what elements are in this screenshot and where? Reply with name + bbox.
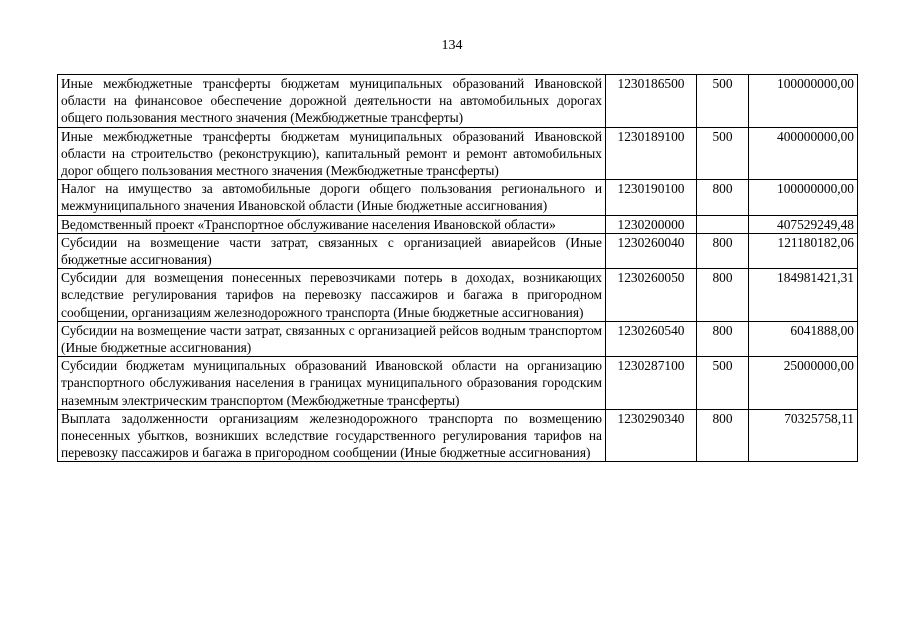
item-name-cell: Субсидии на возмещение части затрат, связанных с организацией рейсов водным транспортом (Иные бюджетные ассигнования) (58, 321, 606, 356)
amount-cell: 100000000,00 (749, 75, 858, 128)
table-row (58, 75, 858, 128)
amount-cell: 6041888,00 (749, 321, 858, 356)
item-name-cell: Иные межбюджетные трансферты бюджетам муниципальных образований Ивановской области на строительство (реконструкцию), капитальный ремонт и ремонт автомобильных дорог общего пользования местного значения (Межбюджетные трансферты) (58, 127, 606, 180)
expense-kind-cell: 500 (697, 127, 749, 180)
amount-cell: 400000000,00 (749, 127, 858, 180)
table-row (58, 233, 858, 268)
target-code-cell: 1230260540 (606, 321, 697, 356)
item-name-cell: Субсидии для возмещения понесенных перевозчиками потерь в доходах, возникающих вследствие регулирования тарифов на перевозку пассажиров и багажа в пригородном сообщении, организациям железнодорожного транспорта (Иные бюджетные ассигнования) (58, 269, 606, 322)
target-code-cell: 1230290340 (606, 409, 697, 462)
table-row (58, 269, 858, 322)
target-code-cell: 1230260040 (606, 233, 697, 268)
expense-kind-cell: 500 (697, 357, 749, 410)
table-row (58, 321, 858, 356)
table-row (58, 215, 858, 233)
item-name-cell: Субсидии бюджетам муниципальных образований Ивановской области на организацию транспортного обслуживания населения в границах муниципального образования городским наземным электрическим транспортом (Межбюджетные трансферты) (58, 357, 606, 410)
expense-kind-cell: 800 (697, 409, 749, 462)
table-row (58, 127, 858, 180)
page-number: 134 (441, 38, 463, 53)
item-name-cell: Иные межбюджетные трансферты бюджетам муниципальных образований Ивановской области на финансовое обеспечение дорожной деятельности на автомобильных дорогах общего пользования местного значения (Межбюджетные трансферты) (58, 75, 606, 128)
table-row (58, 357, 858, 410)
expense-kind-cell: 800 (697, 269, 749, 322)
expense-kind-cell: 800 (697, 233, 749, 268)
target-code-cell: 1230189100 (606, 127, 697, 180)
item-name-cell: Ведомственный проект «Транспортное обслуживание населения Ивановской области» (58, 215, 606, 233)
amount-cell: 407529249,48 (749, 215, 858, 233)
target-code-cell: 1230287100 (606, 357, 697, 410)
item-name-cell: Выплата задолженности организациям железнодорожного транспорта по возмещению понесенных убытков, возникших вследствие государственного регулирования тарифов на перевозку пассажиров и багажа в пригородном сообщении (Иные бюджетные ассигнования) (58, 409, 606, 462)
amount-cell: 70325758,11 (749, 409, 858, 462)
target-code-cell: 1230200000 (606, 215, 697, 233)
target-code-cell: 1230260050 (606, 269, 697, 322)
amount-cell: 121180182,06 (749, 233, 858, 268)
amount-cell: 184981421,31 (749, 269, 858, 322)
amount-cell: 25000000,00 (749, 357, 858, 410)
table-row (58, 180, 858, 215)
expense-kind-cell: 800 (697, 321, 749, 356)
table-row (58, 409, 858, 462)
target-code-cell: 1230186500 (606, 75, 697, 128)
expense-kind-cell (697, 215, 749, 233)
item-name-cell: Налог на имущество за автомобильные дороги общего пользования регионального и межмуниципального значения Ивановской области (Иные бюджетные ассигнования) (58, 180, 606, 215)
expense-kind-cell: 800 (697, 180, 749, 215)
target-code-cell: 1230190100 (606, 180, 697, 215)
budget-table (57, 74, 858, 462)
item-name-cell: Субсидии на возмещение части затрат, связанных с организацией авиарейсов (Иные бюджетные ассигнования) (58, 233, 606, 268)
expense-kind-cell: 500 (697, 75, 749, 128)
amount-cell: 100000000,00 (749, 180, 858, 215)
